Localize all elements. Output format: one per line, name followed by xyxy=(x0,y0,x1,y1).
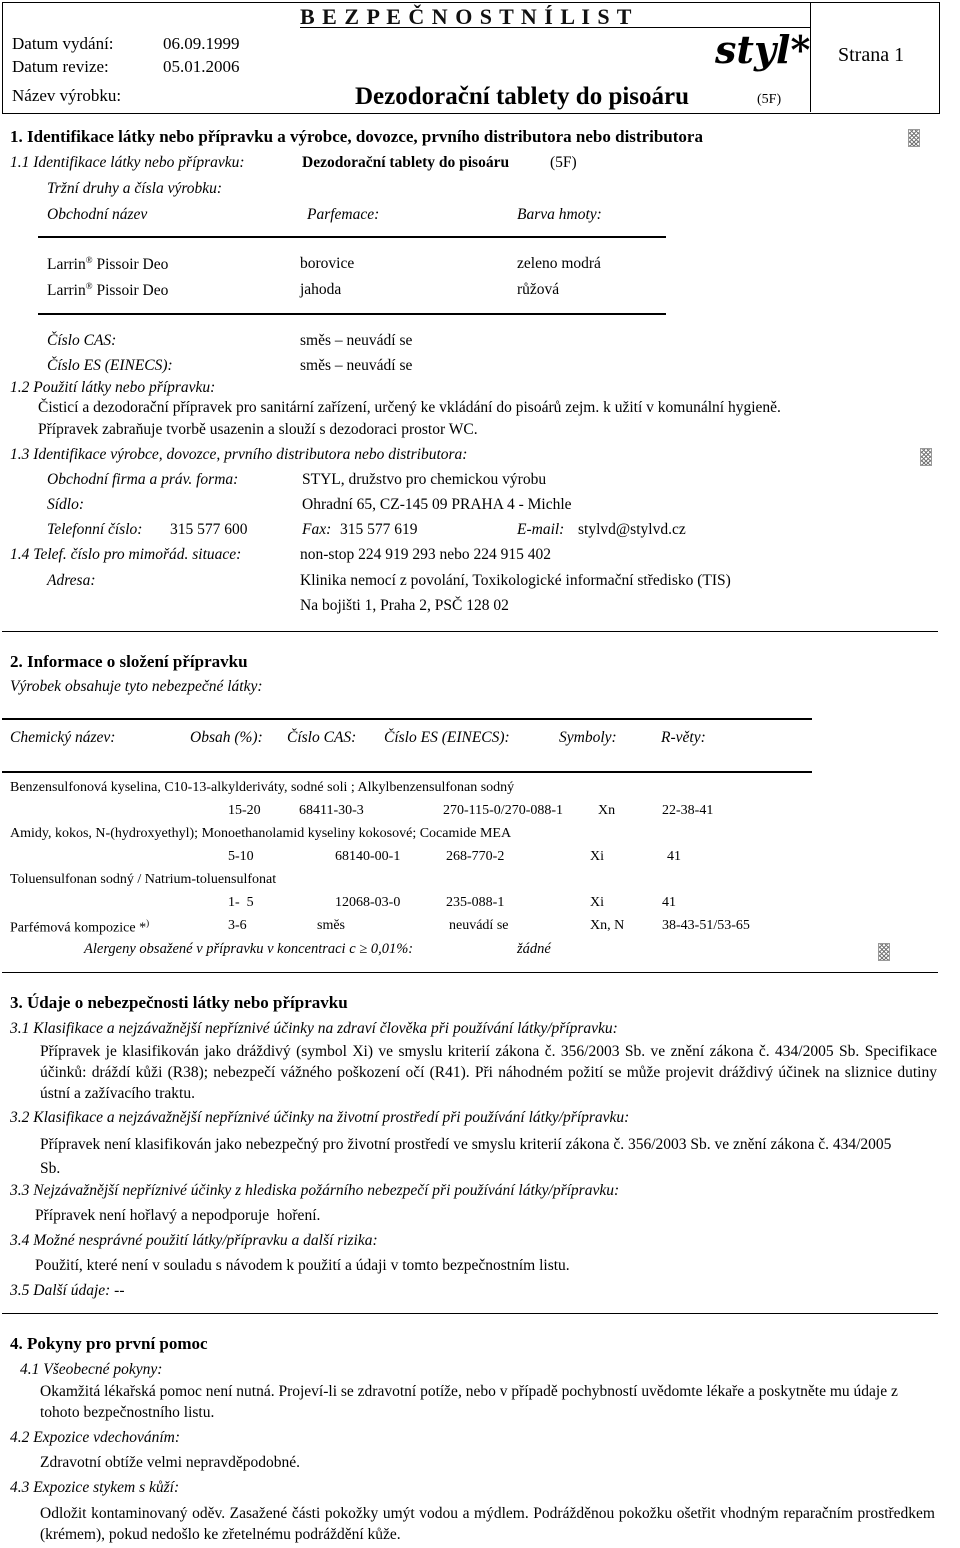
phone-value: 315 577 600 xyxy=(170,521,248,538)
section-divider xyxy=(2,1313,938,1314)
section-1-heading: 1. Identifikace látky nebo přípravku a výrobce, dovozce, prvního distributora nebo distributora xyxy=(10,127,703,146)
section-divider xyxy=(2,631,938,632)
page-number: Strana 1 xyxy=(838,44,905,66)
substance-name: Parfémová kompozice *) xyxy=(10,918,150,936)
allergen-label: Alergeny obsažené v přípravku v koncentraci c ≥ 0,01%: xyxy=(84,941,414,957)
styl-logo: styl* xyxy=(715,27,811,72)
section-4-2-text: Zdravotní obtíže velmi nepravděpodobné. xyxy=(40,1454,300,1471)
product-code: (5F) xyxy=(757,92,782,107)
trade-perfume: borovice xyxy=(300,255,355,272)
address-label: Adresa: xyxy=(47,572,96,589)
section-4-3-text: Odložit kontaminovaný oděv. Zasažené části pokožky umýt vodou a mýdlem. Podrážděnou pokožku ošetřit vhodným reparačním prostředkem (krémem), pokud nedošlo ke zřetelnému podráždění kůže. xyxy=(40,1505,935,1544)
section-3-2-text: Přípravek není klasifikován jako nebezpečný pro životní prostředí ve smyslu kriterií zákona č. 356/2003 Sb. ve znění zákona č. 434/2005 Sb. xyxy=(40,1136,892,1178)
section-4-1-label: 4.1 Všeobecné pokyny: xyxy=(20,1361,163,1378)
section-3-4-label: 3.4 Možné nesprávné použití látky/přípravku a další rizika: xyxy=(10,1232,378,1249)
allergen-value: žádné xyxy=(517,941,551,957)
section-4-heading: 4. Pokyny pro první pomoc xyxy=(10,1334,208,1353)
composition-top-rule xyxy=(2,718,812,720)
trade-col-perfume: Parfemace: xyxy=(307,206,380,223)
section-1-1-value: Dezodorační tablety do pisoáru xyxy=(302,154,510,171)
composition-header-rule xyxy=(2,771,812,773)
section-3-2-label: 3.2 Klasifikace a nejzávažnější nepříznivé účinky na životní prostředí při používání látky/přípravku: xyxy=(10,1109,630,1126)
substance-r-phrases: 22-38-41 xyxy=(662,803,714,818)
substance-es: 235-088-1 xyxy=(446,895,505,910)
product-name: Dezodorační tablety do pisoáru xyxy=(355,83,690,110)
substance-cas: směs xyxy=(317,918,345,933)
trade-col-color: Barva hmoty: xyxy=(517,206,602,223)
revision-date: 05.01.2006 xyxy=(163,57,240,76)
substance-name: Toluensulfonan sodný / Natrium-toluensulfonat xyxy=(10,872,277,887)
substance-es: 268-770-2 xyxy=(446,849,505,864)
section-2-heading: 2. Informace o složení přípravku xyxy=(10,652,248,671)
section-1-4-value: non-stop 224 919 293 nebo 224 915 402 xyxy=(300,546,552,563)
substance-r-phrases: 41 xyxy=(667,849,681,864)
address-line2: Na bojišti 1, Praha 2, PSČ 128 02 xyxy=(300,597,509,614)
cas-label: Číslo CAS: xyxy=(47,332,117,349)
trade-types-label: Tržní druhy a čísla výrobku: xyxy=(47,180,223,197)
substance-symbol: Xn xyxy=(598,803,616,818)
product-label: Název výrobku: xyxy=(12,86,122,105)
col-es: Číslo ES (EINECS): xyxy=(384,729,510,746)
trade-perfume: jahoda xyxy=(300,281,342,298)
substance-r-phrases: 41 xyxy=(662,895,676,910)
section-1-2-line2: Přípravek zabraňuje tvorbě usazenin a slouží s dezodoraci prostor WC. xyxy=(38,421,478,438)
trade-name: Larrin® Pissoir Deo xyxy=(47,255,169,274)
substance-es: neuvádí se xyxy=(449,918,509,933)
seat-label: Sídlo: xyxy=(47,496,85,513)
section-1-2-label: 1.2 Použití látky nebo přípravku: xyxy=(10,379,216,396)
firm-value: STYL, družstvo pro chemickou výrobu xyxy=(302,471,547,488)
issue-date: 06.09.1999 xyxy=(163,34,240,53)
email-label: E-mail: xyxy=(517,521,565,538)
section-3-5-label: 3.5 Další údaje: -- xyxy=(10,1282,125,1299)
trade-table-bottom-rule xyxy=(38,313,666,315)
section-1-4-label: 1.4 Telef. číslo pro mimořád. situace: xyxy=(10,546,242,563)
section-3-3-label: 3.3 Nejzávažnější nepříznivé účinky z hlediska požárního nebezpečí při používání látky/přípravku: xyxy=(10,1182,620,1199)
substance-content: 1- 5 xyxy=(228,895,254,910)
section-3-1-label: 3.1 Klasifikace a nejzávažnější nepříznivé účinky na zdraví člověka při používání látky/přípravku: xyxy=(10,1020,618,1037)
issue-label: Datum vydání: xyxy=(12,34,114,53)
col-cas: Číslo CAS: xyxy=(287,729,357,746)
section-3-heading: 3. Údaje o nebezpečnosti látky nebo přípravku xyxy=(10,993,348,1012)
email-value: stylvd@stylvd.cz xyxy=(578,521,686,538)
substance-symbol: Xi xyxy=(590,849,604,864)
substance-es: 270-115-0/270-088-1 xyxy=(443,803,564,818)
substance-symbol: Xn, N xyxy=(590,918,625,933)
change-marker-icon xyxy=(908,129,920,147)
section-1-2-line1: Čisticí a dezodorační přípravek pro sanitární zařízení, určený ke vkládání do pisoárů zejm. k užití v komunální hygieně. xyxy=(38,399,781,416)
section-3-1-text: Přípravek je klasifikován jako dráždivý (symbol Xi) ve smyslu kriterií zákona č. 356/2003 Sb. ve znění zákona č. 434/2005 Sb. Specifikace účinků: dráždí kůži (R38); nebezpečí vážného poškození očí (R41). Při náhodném požití se může projevit dráždivý účinek na sliznice dutiny ústní a zažívacího traktu. xyxy=(40,1043,937,1103)
col-r-phrases: R-věty: xyxy=(661,729,706,746)
phone-label: Telefonní číslo: xyxy=(47,521,143,538)
col-content: Obsah (%): xyxy=(190,729,263,746)
substance-r-phrases: 38-43-51/53-65 xyxy=(662,918,750,933)
substance-content: 3-6 xyxy=(228,918,247,933)
es-value: směs – neuvádí se xyxy=(300,357,413,374)
section-3-4-text: Použití, které není v souladu s návodem k použití a údaji v tomto bezpečnostním listu. xyxy=(35,1257,570,1274)
address-line1: Klinika nemocí z povolání, Toxikologické informační středisko (TIS) xyxy=(300,572,731,589)
col-chemical-name: Chemický název: xyxy=(10,729,116,746)
substance-name: Benzensulfonová kyselina, C10-13-alkylderiváty, sodné soli ; Alkylbenzensulfonan sodný xyxy=(10,780,515,795)
section-2-subheading: Výrobek obsahuje tyto nebezpečné látky: xyxy=(10,678,263,695)
substance-cas: 68140-00-1 xyxy=(335,849,401,864)
section-1-1-code: (5F) xyxy=(550,154,577,171)
trade-name: Larrin® Pissoir Deo xyxy=(47,281,169,300)
firm-label: Obchodní firma a práv. forma: xyxy=(47,471,239,488)
es-label: Číslo ES (EINECS): xyxy=(47,357,173,374)
substance-content: 5-10 xyxy=(228,849,254,864)
section-4-1-text: Okamžitá lékařská pomoc není nutná. Projeví-li se zdravotní potíže, nebo v případě pochybností uvědomte lékaře a poskytněte mu údaje z tohoto bezpečnostního listu. xyxy=(40,1383,898,1422)
section-4-2-label: 4.2 Expozice vdechováním: xyxy=(10,1429,181,1446)
fax-label: Fax: xyxy=(302,521,332,538)
substance-cas: 12068-03-0 xyxy=(335,895,401,910)
section-1-1-label: 1.1 Identifikace látky nebo přípravku: xyxy=(10,154,245,171)
trade-color: zeleno modrá xyxy=(517,255,601,272)
substance-cas: 68411-30-3 xyxy=(299,803,364,818)
section-1-3-label: 1.3 Identifikace výrobce, dovozce, prvního distributora nebo distributora: xyxy=(10,446,468,463)
document-title: B E Z P E Č N O S T N Í L I S T xyxy=(300,4,633,29)
substance-name: Amidy, kokos, N-(hydroxyethyl); Monoethanolamid kyseliny kokosové; Cocamide MEA xyxy=(10,826,512,841)
substance-content: 15-20 xyxy=(228,803,261,818)
seat-value: Ohradní 65, CZ-145 09 PRAHA 4 - Michle xyxy=(302,496,572,513)
change-marker-icon xyxy=(878,943,890,961)
section-4-3-label: 4.3 Expozice stykem s kůží: xyxy=(10,1479,180,1496)
section-divider xyxy=(2,972,938,973)
change-marker-icon xyxy=(920,448,932,466)
trade-col-name: Obchodní název xyxy=(47,206,148,223)
cas-value: směs – neuvádí se xyxy=(300,332,413,349)
revision-label: Datum revize: xyxy=(12,57,109,76)
trade-table-top-rule xyxy=(38,236,666,238)
trade-color: růžová xyxy=(517,281,560,298)
section-3-3-text: Přípravek není hořlavý a nepodporuje hoření. xyxy=(35,1207,321,1224)
substance-symbol: Xi xyxy=(590,895,604,910)
fax-value: 315 577 619 xyxy=(340,521,418,538)
col-symbols: Symboly: xyxy=(559,729,617,746)
